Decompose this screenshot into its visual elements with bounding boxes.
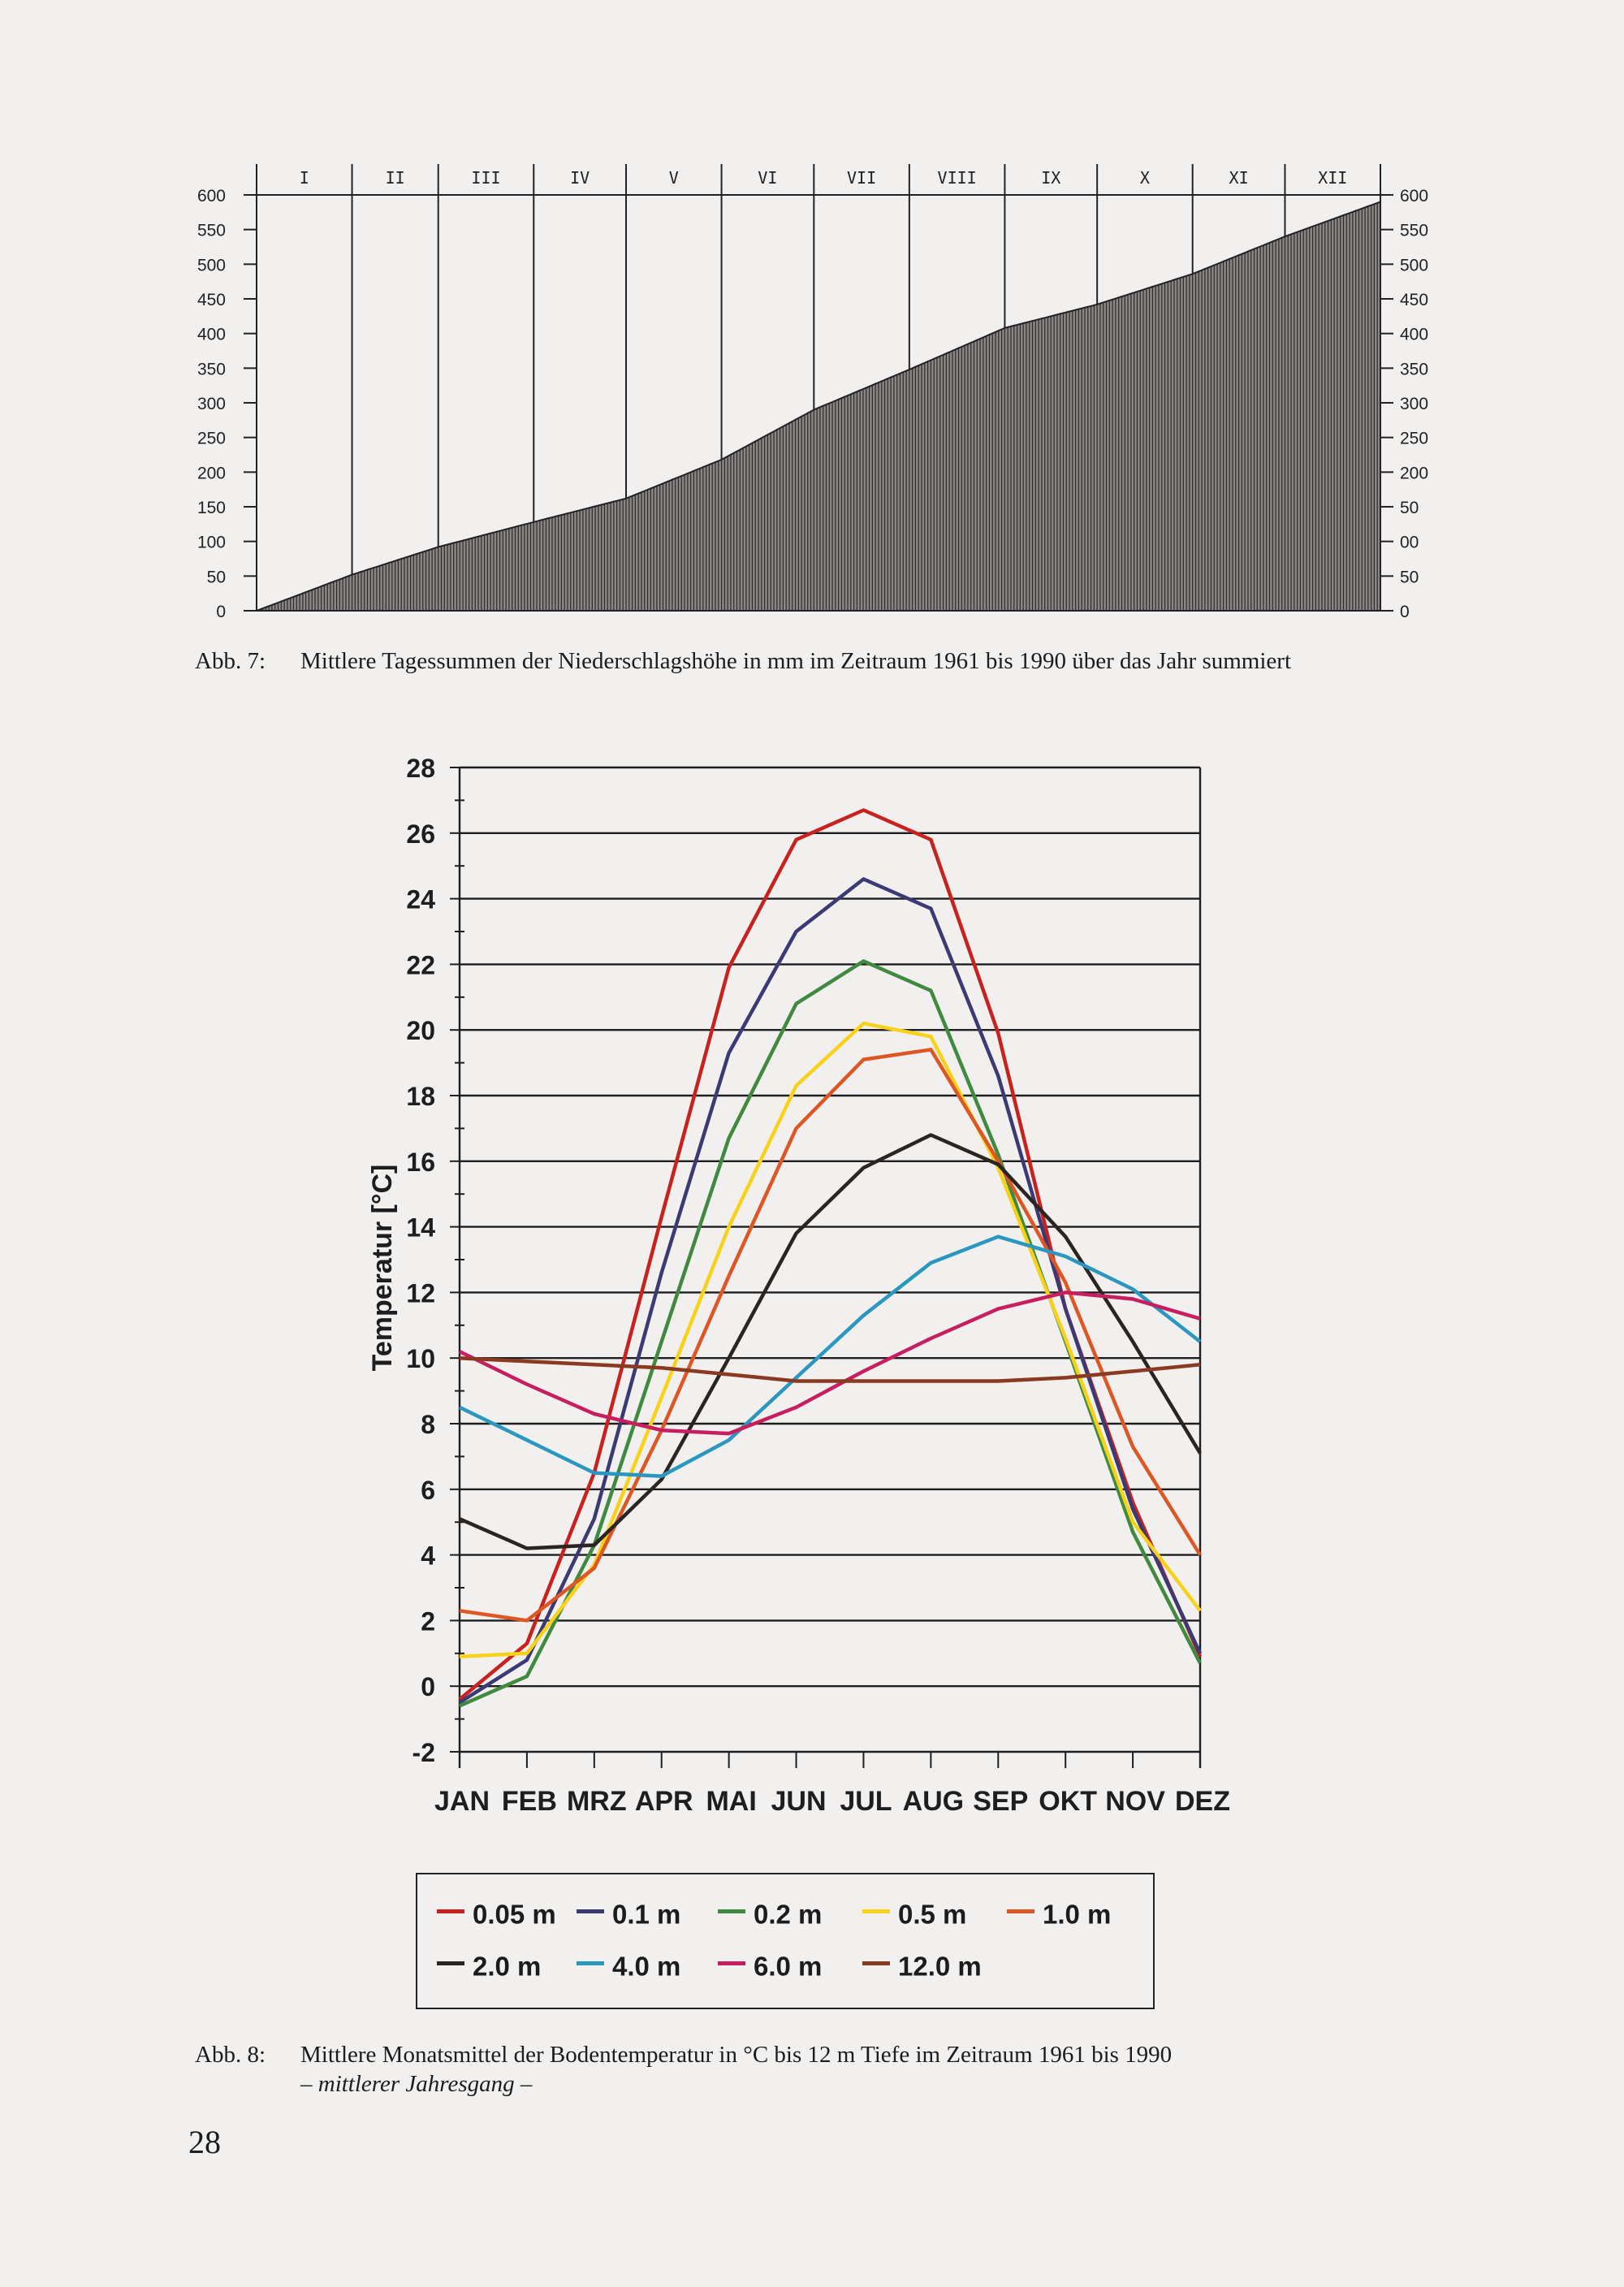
- ytick-label-right: 00: [1400, 533, 1419, 552]
- legend-label: 4.0 m: [612, 1951, 681, 1982]
- ytick-label: 18: [406, 1082, 435, 1111]
- month-label: VIII: [937, 168, 977, 188]
- legend-swatch: [862, 1909, 890, 1913]
- month-label: VI: [758, 168, 778, 188]
- legend-swatch: [1007, 1909, 1034, 1913]
- ytick-label: 6: [421, 1475, 435, 1505]
- ytick-label: 28: [406, 754, 435, 783]
- ytick-label-left: 350: [197, 360, 226, 379]
- figure-7-caption: [195, 646, 1462, 679]
- ytick-label: 24: [406, 884, 435, 914]
- month-label: X: [1139, 168, 1150, 188]
- ytick-label: 12: [406, 1278, 435, 1308]
- month-label: IV: [570, 168, 590, 188]
- ytick-label-left: 500: [197, 256, 226, 275]
- legend-swatch: [577, 1961, 604, 1965]
- figure-8-label: Abb. 8:: [195, 2042, 266, 2068]
- ytick-label: 10: [406, 1344, 435, 1374]
- ytick-label: 14: [406, 1213, 435, 1243]
- legend-item: [1007, 1897, 1111, 1930]
- ytick-label-left: 0: [216, 603, 226, 621]
- xtick-label: JUL: [840, 1786, 892, 1817]
- xtick-label: MRZ: [566, 1786, 627, 1817]
- xtick-label: DEZ: [1175, 1786, 1230, 1817]
- legend-swatch: [718, 1961, 745, 1965]
- legend-swatch: [718, 1909, 745, 1913]
- month-label: II: [385, 168, 405, 188]
- xtick-label: AUG: [902, 1786, 965, 1817]
- legend-item: [718, 1949, 822, 1982]
- xtick-label: FEB: [501, 1786, 557, 1817]
- ytick-label-right: 450: [1400, 291, 1429, 309]
- ytick-label: 16: [406, 1147, 435, 1177]
- ytick-label-left: 400: [197, 325, 226, 344]
- precipitation-area: [257, 202, 1380, 612]
- legend-item: [437, 1949, 541, 1982]
- ytick-label-right: 400: [1400, 325, 1429, 344]
- figure-8-text: Mittlere Monatsmittel der Bodentemperatur in °C bis 12 m Tiefe im Zeitraum 1961 bis 1990: [300, 2042, 1173, 2068]
- figure-7-label: Abb. 7:: [195, 648, 266, 674]
- month-label: XII: [1318, 168, 1348, 188]
- figure-7-text: Mittlere Tagessummen der Niederschlagshöhe in mm im Zeitraum 1961 bis 1990 über das Jahr summiert: [300, 648, 1292, 674]
- legend-swatch: [437, 1961, 464, 1965]
- ytick-label: 22: [406, 950, 435, 980]
- xtick-label: MAI: [706, 1786, 757, 1817]
- legend-swatch: [437, 1909, 464, 1913]
- month-label: XI: [1229, 168, 1249, 188]
- xtick-label: APR: [634, 1786, 693, 1817]
- legend-label: 0.5 m: [898, 1899, 967, 1930]
- ytick-label: 26: [406, 819, 435, 849]
- ytick-label-right: 350: [1400, 360, 1429, 379]
- legend-swatch: [577, 1909, 604, 1913]
- soil-temperature-chart: [0, 755, 1624, 1835]
- ytick-label-left: 200: [197, 464, 226, 483]
- legend-label: 0.1 m: [612, 1899, 681, 1930]
- ytick-label-left: 300: [197, 395, 226, 413]
- figure-8-caption: [195, 2040, 1462, 2105]
- ytick-label-right: 300: [1400, 395, 1429, 413]
- legend-item: [577, 1949, 680, 1982]
- ytick-label-right: 600: [1400, 187, 1429, 205]
- ytick-label-left: 450: [197, 291, 226, 309]
- legend-label: 1.0 m: [1043, 1899, 1112, 1930]
- ytick-label-right: 250: [1400, 429, 1429, 448]
- ytick-label-left: 50: [206, 568, 226, 587]
- ytick-label: 4: [421, 1541, 435, 1571]
- legend: [416, 1873, 1155, 2009]
- legend-item: [718, 1897, 822, 1930]
- month-label: IX: [1041, 168, 1061, 188]
- figure-8-subcaption: – mittlerer Jahresgang –: [300, 2071, 533, 2097]
- ytick-label-right: 0: [1400, 603, 1410, 621]
- month-label: III: [471, 168, 501, 188]
- ytick-label: 0: [421, 1672, 435, 1702]
- legend-label: 2.0 m: [473, 1951, 542, 1982]
- legend-item: [577, 1897, 680, 1930]
- legend-label: 0.2 m: [754, 1899, 823, 1930]
- legend-item: [862, 1897, 966, 1930]
- xtick-label: SEP: [973, 1786, 1029, 1817]
- xtick-label: JAN: [434, 1786, 490, 1817]
- legend-label: 12.0 m: [898, 1951, 982, 1982]
- xtick-label: JUN: [771, 1786, 827, 1817]
- ytick-label: 8: [421, 1410, 435, 1439]
- legend-label: 0.05 m: [473, 1899, 556, 1930]
- month-label: V: [668, 168, 679, 188]
- ytick-label: -2: [412, 1738, 435, 1767]
- month-label: I: [299, 168, 309, 188]
- y-axis-label: Temperatur [°C]: [367, 1164, 398, 1372]
- series-line-0-1-m: [460, 879, 1200, 1702]
- ytick-label-left: 100: [197, 533, 226, 552]
- precipitation-chart: [0, 146, 1624, 633]
- xtick-label: OKT: [1039, 1786, 1098, 1817]
- legend-item: [437, 1897, 556, 1930]
- ytick-label-left: 550: [197, 221, 226, 240]
- ytick-label-right: 500: [1400, 256, 1429, 275]
- ytick-label: 20: [406, 1016, 435, 1046]
- ytick-label-left: 150: [197, 499, 226, 517]
- page-number: 28: [188, 2124, 221, 2160]
- ytick-label: 2: [421, 1606, 435, 1636]
- month-label: VII: [847, 168, 877, 188]
- ytick-label-left: 600: [197, 187, 226, 205]
- legend-label: 6.0 m: [754, 1951, 823, 1982]
- ytick-label-right: 200: [1400, 464, 1429, 483]
- ytick-label-left: 250: [197, 429, 226, 448]
- ytick-label-right: 550: [1400, 221, 1429, 240]
- legend-item: [862, 1949, 982, 1982]
- legend-swatch: [862, 1961, 890, 1965]
- ytick-label-right: 50: [1400, 568, 1419, 587]
- xtick-label: NOV: [1105, 1786, 1165, 1817]
- ytick-label-right: 50: [1400, 499, 1419, 517]
